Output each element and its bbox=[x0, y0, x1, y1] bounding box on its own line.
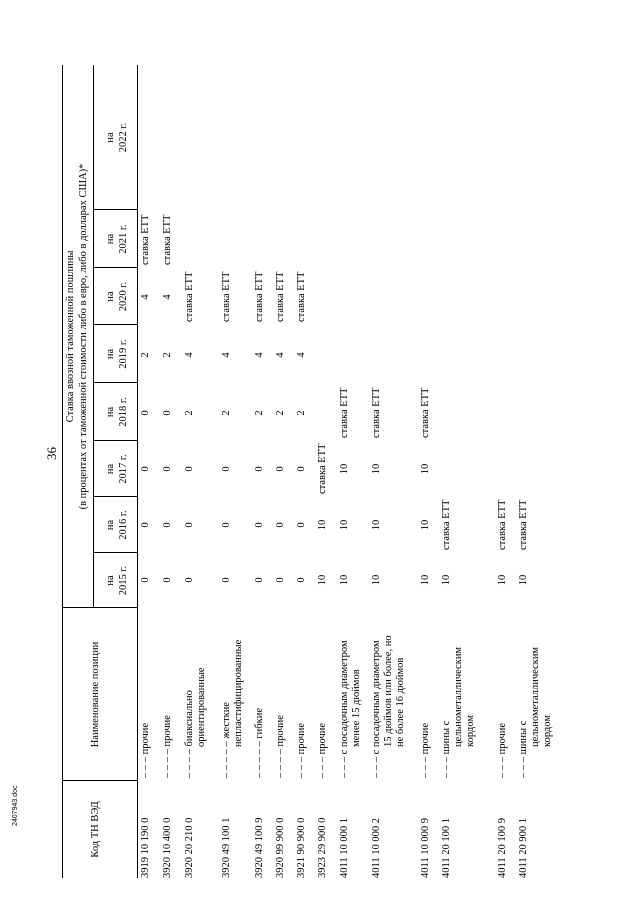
row-rate: 0 bbox=[162, 577, 173, 583]
row-rate: 0 bbox=[184, 522, 195, 528]
row-rate: 10 bbox=[317, 519, 328, 531]
row-rate: ставка ЕТТ bbox=[254, 271, 265, 322]
row-name: – – – прочие bbox=[296, 722, 307, 778]
row-rate: 0 bbox=[254, 522, 265, 528]
row-rate: 0 bbox=[221, 522, 232, 528]
row-rate: 4 bbox=[296, 352, 307, 358]
row-code: 3920 20 210 0 bbox=[184, 817, 195, 878]
header-year: 2015 г. bbox=[118, 565, 129, 596]
header-year-na: на bbox=[105, 519, 116, 531]
row-rate: 4 bbox=[221, 352, 232, 358]
row-name: – – – – – гибкие bbox=[254, 707, 265, 778]
row-rate: ставка ЕТТ bbox=[518, 499, 529, 550]
row-name: – – – – прочие bbox=[162, 715, 173, 778]
header-bottom-border bbox=[137, 65, 138, 878]
row-rate: 0 bbox=[275, 577, 286, 583]
row-rate: 0 bbox=[221, 577, 232, 583]
row-code: 3921 90 900 0 bbox=[296, 817, 307, 878]
row-rate: 2 bbox=[254, 410, 265, 416]
row-name: непластифицированные bbox=[233, 639, 244, 747]
row-rate: 10 bbox=[371, 574, 382, 586]
row-rate: 2 bbox=[296, 410, 307, 416]
header-year-na: на bbox=[105, 233, 116, 245]
row-rate: 0 bbox=[140, 522, 151, 528]
row-rate: ставка ЕТТ bbox=[317, 443, 328, 494]
header-year: 2018 г. bbox=[118, 397, 129, 427]
table-top-border bbox=[62, 65, 63, 878]
row-name: – – – шины с bbox=[518, 720, 529, 778]
row-rate: 0 bbox=[140, 577, 151, 583]
rate-header-divider bbox=[93, 65, 94, 608]
row-rate: 4 bbox=[254, 352, 265, 358]
row-code: 4011 20 100 1 bbox=[441, 818, 452, 878]
row-rate: ставка ЕТТ bbox=[221, 271, 232, 322]
row-name: – – – прочие bbox=[317, 722, 328, 778]
header-rate-subtitle: (в процентах от таможенной стоимости либо в евро, либо в долларах США)* bbox=[78, 163, 89, 510]
row-rate: ставка ЕТТ bbox=[296, 271, 307, 322]
row-rate: 0 bbox=[184, 577, 195, 583]
row-rate: 10 bbox=[441, 574, 452, 586]
row-name: – – – шины с bbox=[441, 720, 452, 778]
header-year-na: на bbox=[105, 291, 116, 302]
row-rate: 0 bbox=[275, 466, 286, 472]
row-name: кордом bbox=[465, 715, 476, 747]
row-code: 3923 29 900 0 bbox=[317, 817, 328, 878]
row-rate: 2 bbox=[275, 410, 286, 416]
header-rate-title: Ставка ввозной таможенной пошлины bbox=[65, 250, 76, 423]
row-rate: ставка ЕТТ bbox=[441, 499, 452, 550]
row-rate: 4 bbox=[140, 294, 151, 300]
row-rate: 0 bbox=[162, 410, 173, 416]
row-code: 4011 20 900 1 bbox=[518, 818, 529, 878]
row-code: 4011 10 000 2 bbox=[371, 818, 382, 878]
row-rate: 4 bbox=[275, 352, 286, 358]
header-year: 2020 г. bbox=[118, 281, 129, 312]
row-code: 3920 99 900 0 bbox=[275, 817, 286, 878]
row-rate: ставка ЕТТ bbox=[162, 214, 173, 265]
header-year-na: на bbox=[105, 132, 116, 143]
row-rate: ставка ЕТТ bbox=[275, 271, 286, 322]
row-name: цельнометаллическим bbox=[453, 646, 464, 747]
row-rate: 10 bbox=[371, 519, 382, 531]
row-code: 3920 49 100 9 bbox=[254, 817, 265, 878]
row-rate: ставка ЕТТ bbox=[140, 214, 151, 265]
row-rate: 4 bbox=[162, 294, 173, 300]
header-year: 2021 г. bbox=[118, 224, 129, 254]
row-code: 4011 20 100 9 bbox=[497, 818, 508, 878]
row-rate: 2 bbox=[221, 410, 232, 416]
row-code: 3920 49 100 1 bbox=[221, 817, 232, 878]
row-rate: 0 bbox=[184, 466, 195, 472]
row-rate: 0 bbox=[162, 466, 173, 472]
row-rate: 0 bbox=[140, 466, 151, 472]
row-rate: 0 bbox=[275, 522, 286, 528]
header-name: Наименование позиции bbox=[90, 641, 101, 748]
row-rate: 10 bbox=[420, 519, 431, 531]
row-rate: 10 bbox=[339, 463, 350, 475]
row-rate: 10 bbox=[371, 463, 382, 475]
row-rate: 10 bbox=[420, 463, 431, 475]
header-year: 2016 г. bbox=[118, 510, 129, 540]
row-rate: 10 bbox=[339, 574, 350, 586]
row-rate: ставка ЕТТ bbox=[420, 387, 431, 438]
footer-filename: 2407943.doc bbox=[12, 785, 19, 826]
row-name: – – – прочие bbox=[420, 722, 431, 778]
header-year-na: на bbox=[105, 406, 116, 418]
row-name: – – – – – жесткие bbox=[221, 701, 232, 778]
row-name: 15 дюймов или более, но bbox=[383, 635, 394, 747]
row-name: – – – прочие bbox=[497, 722, 508, 778]
header-year-na: на bbox=[105, 463, 116, 475]
row-name: цельнометаллическим bbox=[530, 646, 541, 747]
row-rate: ставка ЕТТ bbox=[371, 387, 382, 438]
row-rate: ставка ЕТТ bbox=[339, 387, 350, 438]
row-name: ориентированные bbox=[196, 667, 207, 747]
row-rate: 10 bbox=[420, 574, 431, 586]
row-code: 3919 10 190 0 bbox=[140, 817, 151, 878]
row-rate: 0 bbox=[254, 466, 265, 472]
row-rate: 0 bbox=[162, 522, 173, 528]
header-year: 2017 г. bbox=[118, 454, 129, 484]
row-rate: 0 bbox=[221, 466, 232, 472]
row-rate: 4 bbox=[184, 352, 195, 358]
row-name: – – – прочие bbox=[140, 722, 151, 778]
row-rate: 10 bbox=[497, 574, 508, 586]
row-name: – – – – биаксиально bbox=[184, 690, 195, 778]
row-rate: ставка ЕТТ bbox=[184, 271, 195, 322]
row-rate: 2 bbox=[140, 352, 151, 358]
row-rate: 2 bbox=[162, 352, 173, 358]
row-name: кордом bbox=[542, 715, 553, 747]
header-year: 2019 г. bbox=[118, 339, 129, 369]
header-code: Код ТН ВЭД bbox=[90, 801, 101, 858]
page-number: 36 bbox=[44, 447, 59, 460]
row-code: 4011 10 000 9 bbox=[420, 818, 431, 878]
row-name: менее 15 дюймов bbox=[351, 669, 362, 747]
row-rate: 10 bbox=[317, 574, 328, 586]
row-name: – – – с посадочным диаметром bbox=[339, 640, 350, 778]
row-rate: 10 bbox=[339, 519, 350, 531]
row-rate: 0 bbox=[254, 577, 265, 583]
row-rate: 10 bbox=[518, 574, 529, 586]
row-rate: 0 bbox=[296, 466, 307, 472]
header-year: 2022 г. bbox=[118, 122, 129, 153]
row-name: – – – – прочие bbox=[275, 715, 286, 778]
row-code: 3920 10 400 0 bbox=[162, 817, 173, 878]
row-rate: 2 bbox=[184, 410, 195, 416]
row-rate: ставка ЕТТ bbox=[497, 499, 508, 550]
header-year-na: на bbox=[105, 348, 116, 360]
header-year-na: на bbox=[105, 575, 116, 586]
row-name: не более 16 дюймов bbox=[395, 657, 406, 747]
row-rate: 0 bbox=[296, 577, 307, 583]
row-rate: 0 bbox=[140, 410, 151, 416]
row-rate: 0 bbox=[296, 522, 307, 528]
row-code: 4011 10 000 1 bbox=[339, 818, 350, 878]
row-name: – – – с посадочным диаметром bbox=[371, 640, 382, 778]
